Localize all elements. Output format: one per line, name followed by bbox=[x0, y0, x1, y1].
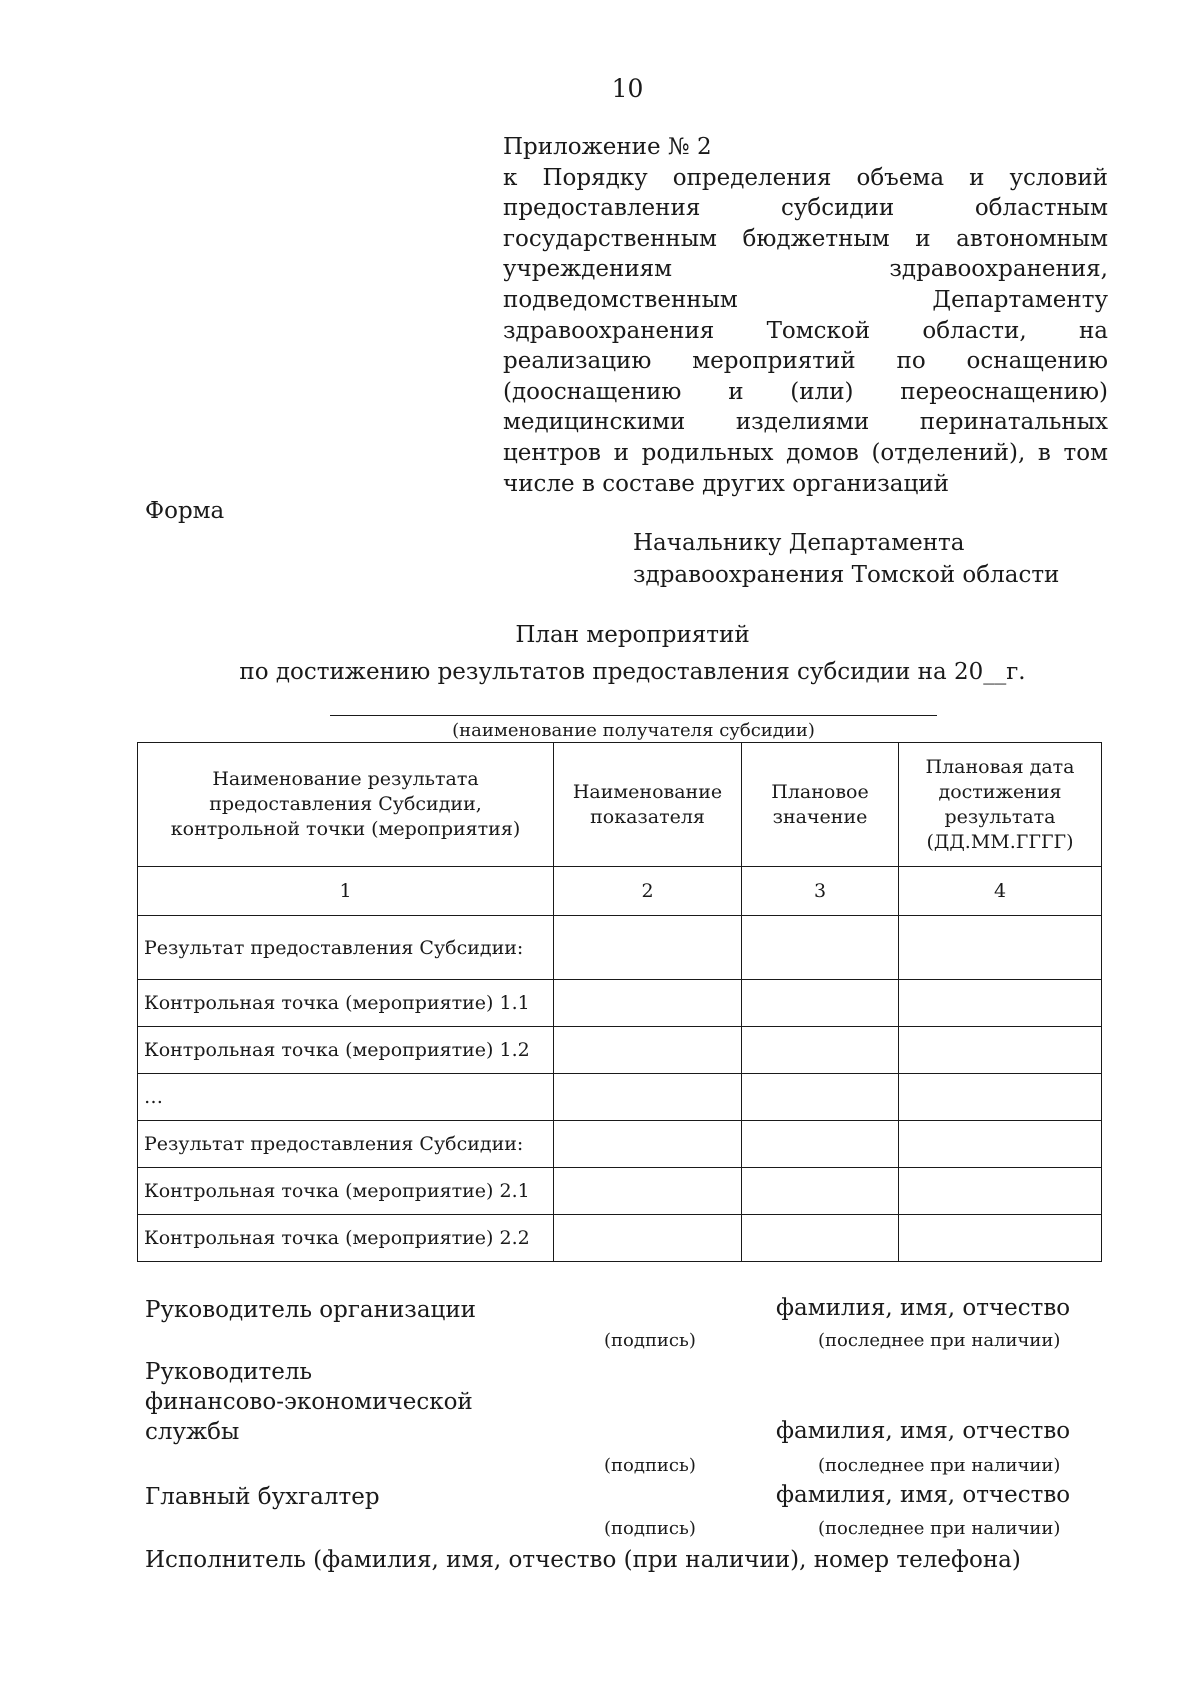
empty-cell bbox=[742, 1074, 899, 1121]
head-of-organization-label: Руководитель организации bbox=[145, 1297, 476, 1323]
empty-cell bbox=[554, 980, 742, 1027]
empty-cell bbox=[742, 1215, 899, 1262]
table-row bbox=[138, 1168, 1102, 1215]
table-header-row bbox=[138, 743, 1102, 867]
table-row bbox=[138, 980, 1102, 1027]
empty-cell bbox=[554, 1027, 742, 1074]
finance-head-line-2: финансово-экономической bbox=[145, 1389, 473, 1415]
table-row bbox=[138, 916, 1102, 980]
table-row bbox=[138, 1215, 1102, 1262]
finance-fio-label: фамилия, имя, отчество bbox=[776, 1418, 1071, 1444]
recipient-caption: (наименование получателя субсидии) bbox=[452, 720, 815, 741]
row-name: … bbox=[138, 1074, 554, 1121]
form-label: Форма bbox=[145, 498, 225, 524]
appendix-block bbox=[503, 132, 1108, 499]
empty-cell bbox=[554, 916, 742, 980]
empty-cell bbox=[742, 1121, 899, 1168]
head-last-name-caption: (последнее при наличии) bbox=[818, 1330, 1061, 1351]
plan-title bbox=[0, 617, 1200, 691]
row-name: Контрольная точка (мероприятие) 1.2 bbox=[138, 1027, 554, 1074]
accountant-fio-label: фамилия, имя, отчество bbox=[776, 1482, 1071, 1508]
addressee-line-1: Начальнику Департамента bbox=[633, 530, 965, 556]
head-signature-caption: (подпись) bbox=[604, 1330, 696, 1351]
empty-cell bbox=[554, 1168, 742, 1215]
page-number: 10 bbox=[611, 74, 644, 103]
table-row bbox=[138, 1121, 1102, 1168]
finance-head-line-1: Руководитель bbox=[145, 1359, 312, 1385]
empty-cell bbox=[554, 1121, 742, 1168]
finance-head-label bbox=[145, 1357, 473, 1447]
appendix-body: к Порядку определения объема и условий предоставления субсидии областным государственным бюджетным и автономным учреждениям здравоохранения, подведомственным Департаменту здравоохранения Томской области, на реализацию мероприятий по оснащению (дооснащению и (или) переоснащению) медицинскими изделиями перинатальных центров и родильных домов (отделений), в том числе в составе других организаций bbox=[503, 164, 1108, 497]
empty-cell bbox=[742, 916, 899, 980]
finance-signature-caption: (подпись) bbox=[604, 1455, 696, 1476]
table-row bbox=[138, 1074, 1102, 1121]
row-name: Контрольная точка (мероприятие) 1.1 bbox=[138, 980, 554, 1027]
table-row bbox=[138, 1027, 1102, 1074]
finance-head-line-3: службы bbox=[145, 1419, 240, 1445]
empty-cell bbox=[742, 980, 899, 1027]
finance-last-name-caption: (последнее при наличии) bbox=[818, 1455, 1061, 1476]
empty-cell bbox=[742, 1027, 899, 1074]
column-number: 4 bbox=[899, 867, 1102, 916]
empty-cell bbox=[554, 1215, 742, 1262]
empty-cell bbox=[899, 1121, 1102, 1168]
plan-title-line-2: по достижению результатов предоставления субсидии на 20__г. bbox=[239, 659, 1026, 685]
header-planned-value: Плановое значение bbox=[742, 743, 899, 867]
accountant-signature-caption: (подпись) bbox=[604, 1518, 696, 1539]
empty-cell bbox=[554, 1074, 742, 1121]
column-number: 2 bbox=[554, 867, 742, 916]
executor-label: Исполнитель (фамилия, имя, отчество (при наличии), номер телефона) bbox=[145, 1547, 1021, 1573]
column-number-row bbox=[138, 867, 1102, 916]
header-planned-date: Плановая дата достижения результата (ДД.ММ.ГГГГ) bbox=[899, 743, 1102, 867]
empty-cell bbox=[899, 1168, 1102, 1215]
column-number: 1 bbox=[138, 867, 554, 916]
empty-cell bbox=[899, 980, 1102, 1027]
empty-cell bbox=[899, 1074, 1102, 1121]
empty-cell bbox=[742, 1168, 899, 1215]
chief-accountant-label: Главный бухгалтер bbox=[145, 1484, 380, 1510]
column-number: 3 bbox=[742, 867, 899, 916]
accountant-last-name-caption: (последнее при наличии) bbox=[818, 1518, 1061, 1539]
addressee-line-2: здравоохранения Томской области bbox=[633, 562, 1060, 588]
empty-cell bbox=[899, 1215, 1102, 1262]
row-name: Контрольная точка (мероприятие) 2.2 bbox=[138, 1215, 554, 1262]
row-name: Контрольная точка (мероприятие) 2.1 bbox=[138, 1168, 554, 1215]
empty-cell bbox=[899, 1027, 1102, 1074]
appendix-heading: Приложение № 2 bbox=[503, 134, 712, 160]
head-fio-label: фамилия, имя, отчество bbox=[776, 1295, 1071, 1321]
row-name: Результат предоставления Субсидии: bbox=[138, 916, 554, 980]
empty-cell bbox=[899, 916, 1102, 980]
plan-title-line-1: План мероприятий bbox=[515, 622, 750, 648]
addressee-block bbox=[633, 527, 1059, 591]
row-name: Результат предоставления Субсидии: bbox=[138, 1121, 554, 1168]
recipient-name-line bbox=[330, 715, 937, 716]
header-indicator-name: Наименование показателя bbox=[554, 743, 742, 867]
header-result-name: Наименование результата предоставления Субсидии, контрольной точки (мероприятия) bbox=[138, 743, 554, 867]
plan-table bbox=[137, 742, 1102, 1262]
